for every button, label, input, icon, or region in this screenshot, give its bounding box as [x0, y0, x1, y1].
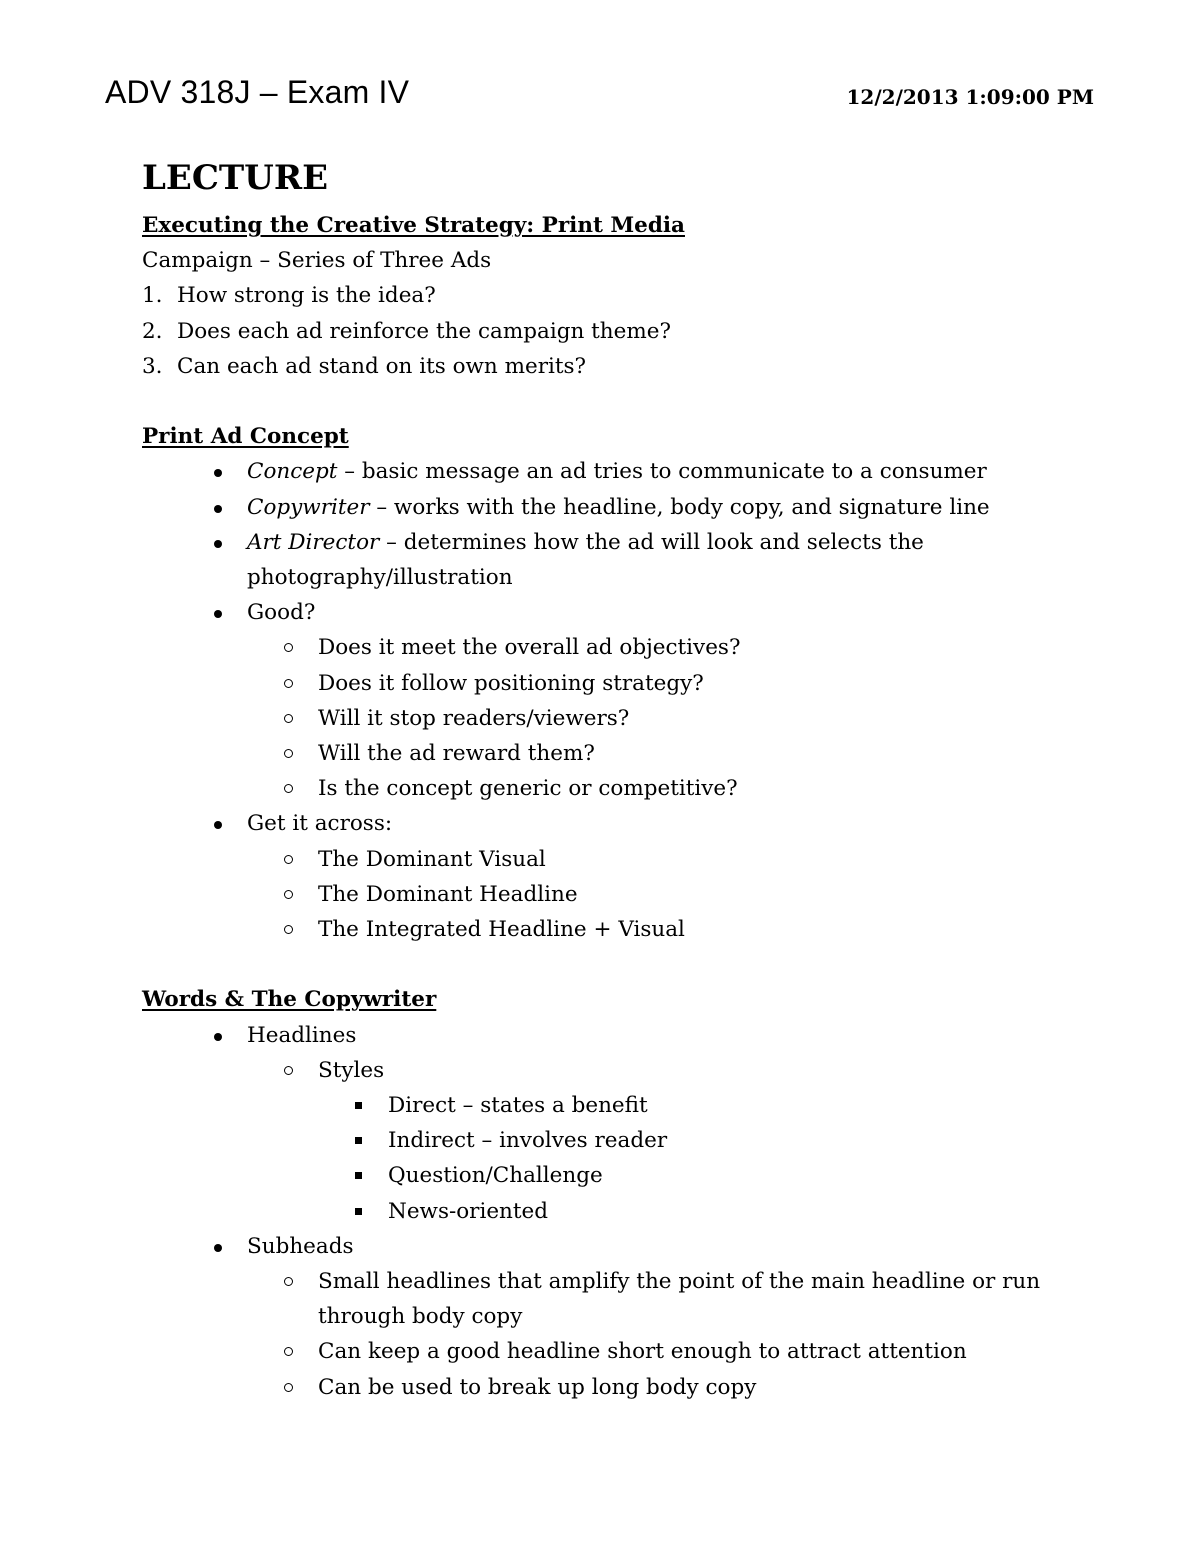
list-item [142, 1264, 1042, 1334]
term-copywriter: Copywriter [247, 494, 370, 520]
document-body [142, 158, 1042, 1405]
bullet-disc-icon [214, 505, 222, 513]
list-item [142, 1158, 1042, 1193]
bullet-circle-icon [284, 714, 293, 723]
print-ad-concept-list [142, 454, 1042, 630]
list-item-text: The Dominant Headline [318, 881, 578, 907]
list-item [142, 1123, 1042, 1158]
bullet-circle-icon [284, 925, 293, 934]
subheads-sublist [142, 1264, 1042, 1405]
bullet-circle-icon [284, 643, 293, 652]
section-heading-words-copywriter: Words & The Copywriter [142, 987, 437, 1013]
list-item-text: Can keep a good headline short enough to attract attention [318, 1339, 967, 1365]
bullet-circle-icon [284, 855, 293, 864]
bullet-disc-icon [214, 1244, 222, 1252]
get-it-across-list [142, 806, 1042, 841]
bullet-circle-icon [284, 679, 293, 688]
list-item-text: Question/Challenge [388, 1163, 603, 1189]
section-heading-print-media: Executing the Creative Strategy: Print Media [142, 213, 685, 238]
list-item [142, 278, 1042, 313]
get-it-across-items [142, 842, 1042, 948]
list-item-label: Subheads [247, 1233, 354, 1259]
document-title: ADV 318J – Exam IV [105, 74, 410, 110]
list-item-text: Will the ad reward them? [318, 741, 595, 767]
bullet-disc-icon [214, 821, 222, 829]
list-item [142, 1194, 1042, 1229]
list-item-text: Is the concept generic or competitive? [318, 776, 738, 802]
list-item-art-director [142, 525, 1042, 595]
list-number: 3. [142, 353, 163, 379]
bullet-circle-icon [284, 890, 293, 899]
list-item-get-it-across [142, 806, 1042, 841]
list-item-subheads [142, 1229, 1042, 1264]
spacer [142, 947, 1042, 982]
list-item-text: Direct – states a benefit [388, 1093, 648, 1119]
list-number: 2. [142, 318, 163, 344]
list-item-text: How strong is the idea? [177, 283, 436, 309]
bullet-square-icon [355, 1172, 362, 1179]
list-item [142, 1334, 1042, 1369]
bullet-disc-icon [214, 610, 222, 618]
definition-copywriter: – works with the headline, body copy, and signature line [369, 494, 990, 520]
definition-concept: – basic message an ad tries to communicate to a consumer [337, 459, 987, 485]
list-item [142, 1088, 1042, 1123]
headlines-sublist [142, 1053, 1042, 1088]
section-heading-print-ad-concept: Print Ad Concept [142, 424, 349, 450]
list-item-concept [142, 454, 1042, 489]
list-item [142, 349, 1042, 384]
list-item-headlines [142, 1018, 1042, 1053]
list-item-text: Does it meet the overall ad objectives? [318, 635, 741, 661]
list-item-label: Get it across: [247, 811, 393, 837]
list-item [142, 630, 1042, 665]
term-art-director: Art Director [247, 529, 380, 555]
campaign-questions-list [142, 278, 1042, 384]
bullet-circle-icon [284, 749, 293, 758]
bullet-disc-icon [214, 540, 222, 548]
list-item [142, 842, 1042, 877]
bullet-circle-icon [284, 784, 293, 793]
list-item-label: Good? [247, 600, 316, 626]
bullet-square-icon [355, 1137, 362, 1144]
list-item-text: Can be used to break up long body copy [318, 1374, 757, 1400]
list-item-text: Does each ad reinforce the campaign theme? [177, 318, 671, 344]
bullet-disc-icon [214, 469, 222, 477]
list-item-styles [142, 1053, 1042, 1088]
bullet-circle-icon [284, 1277, 293, 1286]
list-item-text: Small headlines that amplify the point of the main headline or run through body copy [318, 1269, 1041, 1330]
list-item-text: Indirect – involves reader [388, 1128, 668, 1154]
bullet-square-icon [355, 1102, 362, 1109]
definition-art-director: – determines how the ad will look and selects the photography/illustration [247, 529, 924, 591]
list-item [142, 771, 1042, 806]
document-datetime: 12/2/2013 1:09:00 PM [846, 85, 1094, 109]
list-item-text: Does it follow positioning strategy? [318, 670, 704, 696]
list-item [142, 701, 1042, 736]
list-item-label: Headlines [247, 1022, 357, 1048]
term-concept: Concept [247, 459, 338, 485]
list-item [142, 736, 1042, 771]
spacer [142, 384, 1042, 419]
list-item [142, 314, 1042, 349]
list-item-text: Will it stop readers/viewers? [318, 705, 630, 731]
bullet-circle-icon [284, 1066, 293, 1075]
bullet-square-icon [355, 1208, 362, 1215]
list-item-text: Can each ad stand on its own merits? [177, 353, 587, 379]
list-item-good [142, 595, 1042, 630]
list-item [142, 912, 1042, 947]
bullet-circle-icon [284, 1383, 293, 1392]
styles-list [142, 1088, 1042, 1229]
subheads-list [142, 1229, 1042, 1264]
list-item [142, 1370, 1042, 1405]
list-item-copywriter [142, 490, 1042, 525]
lecture-heading: LECTURE [142, 158, 329, 198]
good-questions-list [142, 630, 1042, 806]
headlines-list [142, 1018, 1042, 1053]
list-item [142, 877, 1042, 912]
bullet-disc-icon [214, 1033, 222, 1041]
list-item-text: The Integrated Headline + Visual [318, 917, 685, 943]
campaign-intro: Campaign – Series of Three Ads [142, 248, 492, 274]
list-item-text: News-oriented [388, 1198, 549, 1224]
list-number: 1. [142, 283, 163, 309]
list-item-label: Styles [318, 1057, 385, 1083]
list-item [142, 666, 1042, 701]
list-item-text: The Dominant Visual [318, 846, 546, 872]
bullet-circle-icon [284, 1347, 293, 1356]
